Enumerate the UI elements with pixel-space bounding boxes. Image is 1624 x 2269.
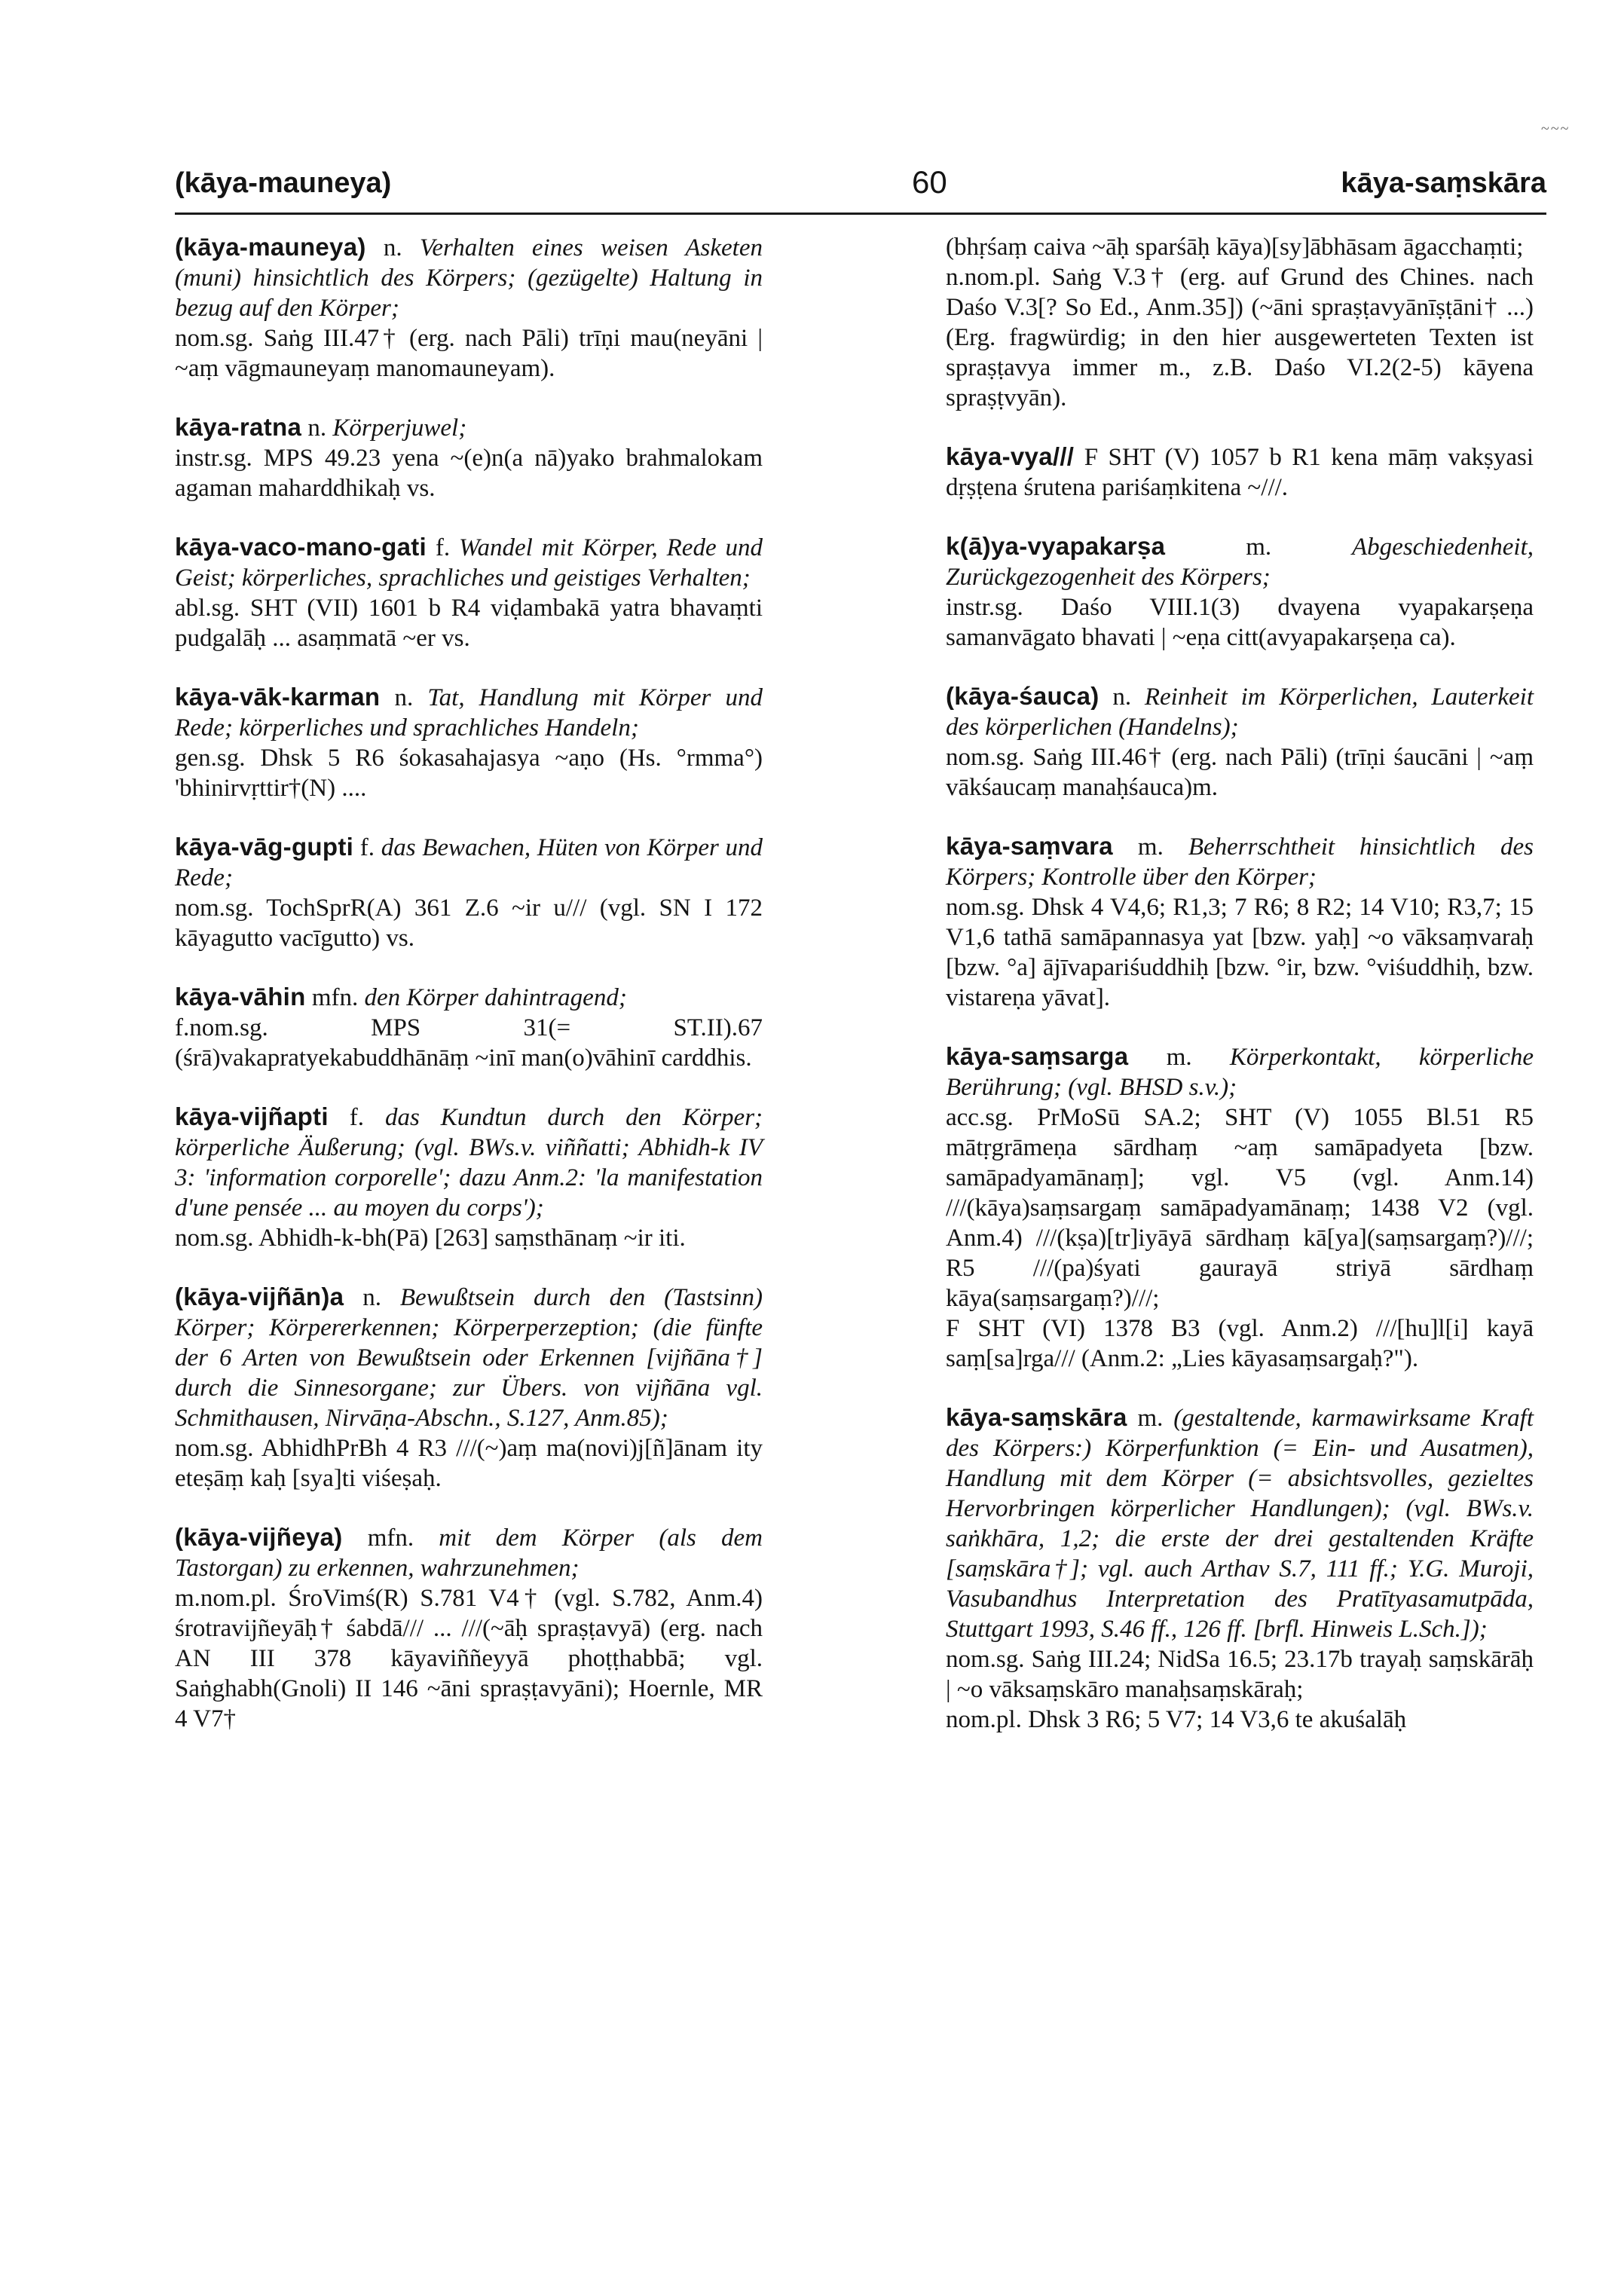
- entry-definition: Reinheit im Körperlichen, Lauterkeit des körperlichen (Handelns);: [946, 683, 1534, 741]
- entry-headline: [175, 832, 763, 893]
- entry-definition: das Kundtun durch den Körper; körperliche Äußerung; (vgl. BWs.v. viññatti; Abhidh-k IV 3: 'information corporelle'; dazu Anm.2: 'la manifestation d'une pensée ... au moyen du corps');: [175, 1104, 763, 1222]
- entry-lemma: (kāya-śauca): [946, 682, 1099, 710]
- entry-definition: Körperkontakt, körperliche Berührung; (vgl. BHSD s.v.);: [946, 1044, 1534, 1101]
- entry-citation: f.nom.sg. MPS 31(= ST.II).67 (śrā)vakapratyekabuddhānāṃ ~inī man(o)vāhinī carddhis.: [175, 1014, 763, 1072]
- entry-citation: F SHT (V) 1057 b R1 kena māṃ vakṣyasi dṛṣṭena śrutena pariśaṃkitena ~///.: [946, 444, 1534, 501]
- entry-definition: Wandel mit Körper, Rede und Geist; körperliches, sprachliches und geistiges Verhalten;: [175, 534, 763, 592]
- entry-headline: [175, 682, 763, 743]
- entry-headline: [175, 1522, 763, 1583]
- dictionary-entry: [175, 532, 763, 653]
- entry-citation: acc.sg. PrMoSū SA.2; SHT (V) 1055 Bl.51 R5 mātṛgrāmeṇa sārdhaṃ ~aṃ samāpadyeta [bzw. samāpadyamānaṃ]; vgl. V5 (vgl. Anm.14) ///(kāya)saṃsargaṃ samāpadyamānaṃ; 1438 V2 (vgl. Anm.4) ///(kṣa)[tr]iyāyā sārdhaṃ kā[ya](saṃsargaṃ?)///; R5 ///(pa)śyati gaurayā striyā sārdhaṃ kāya(saṃsargaṃ?)///;: [946, 1104, 1534, 1312]
- entry-citation: nom.sg. AbhidhPrBh 4 R3 ///(~)aṃ ma(novi)j[ñ]ānam ity eteṣāṃ kaḥ [sya]ti viśeṣaḥ.: [175, 1435, 763, 1492]
- entry-grammar: m.: [1137, 1405, 1164, 1432]
- entry-citation: n.nom.pl. Saṅg V.3† (erg. auf Grund des Chines. nach Daśo V.3[? So Ed., Anm.35]) (~āni spraṣṭavyānīṣṭāni† ...) (Erg. fragwürdig; in den hier ausgewerteten Texten ist spraṣṭavya immer m., z.B. Daśo VI.2(2-5) kāyena spraṣṭvyān).: [946, 264, 1534, 411]
- entry-grammar: m.: [1246, 534, 1272, 561]
- dictionary-entry: [946, 531, 1534, 653]
- entry-citation: nom.sg. Dhsk 4 V4,6; R1,3; 7 R6; 8 R2; 14 V10; R3,7; 15 V1,6 tathā samāpannasya yat [bzw. yaḥ] ~o vāksaṃvaraḥ [bzw. °a] ājīvapariśuddhiḥ [bzw. °ir, bzw. °viśuddhiḥ, bzw. vistareṇa yāvat].: [946, 894, 1534, 1011]
- entry-lemma: kāya-saṃskāra: [946, 1403, 1127, 1431]
- entry-definition: Beherrschtheit hinsichtlich des Körpers; Kontrolle über den Körper;: [946, 833, 1534, 891]
- dictionary-entry: [175, 412, 763, 503]
- entry-grammar: mfn.: [367, 1524, 414, 1552]
- entry-citation: nom.sg. TochSprR(A) 361 Z.6 ~ir u/// (vgl. SN I 172 kāyagutto vacīgutto) vs.: [175, 894, 763, 952]
- entry-citation: instr.sg. Daśo VIII.1(3) dvayena vyapakarṣeṇa samanvāgato bhavati | ~eṇa citt(avyapakarṣeṇa ca).: [946, 594, 1534, 651]
- entry-definition: mit dem Körper (als dem Tastorgan) zu erkennen, wahrzunehmen;: [175, 1524, 763, 1582]
- right-column: [946, 232, 1534, 2244]
- entry-citation: instr.sg. MPS 49.23 yena ~(e)n(a nā)yako brahmalokam agaman maharddhikaḥ vs.: [175, 445, 763, 502]
- entry-grammar: n.: [383, 234, 402, 261]
- entry-grammar: m.: [1137, 833, 1164, 861]
- entry-grammar: n.: [307, 414, 327, 442]
- entry-headline: [175, 982, 763, 1013]
- entry-headline: [946, 1402, 1534, 1644]
- entry-headline: [946, 531, 1534, 592]
- dictionary-entry: [175, 1282, 763, 1494]
- entry-definition: Bewußtsein durch den (Tastsinn) Körper; Körpererkennen; Körperperzeption; (die fünfte der 6 Arten von Bewußtsein oder Erkennen [vijñāna†] durch die Sinnesorgane; zur Übers. von vijñāna vgl. Schmithausen, Nirvāṇa-Abschn., S.127, Anm.85);: [175, 1284, 763, 1432]
- entry-headline: [946, 1041, 1534, 1102]
- dictionary-entry: [946, 831, 1534, 1013]
- entry-lemma: kāya-vya///: [946, 442, 1075, 470]
- entry-headline: [175, 1102, 763, 1223]
- entry-grammar: f.: [359, 834, 375, 861]
- entry-headline: [175, 232, 763, 323]
- entry-lemma: k(ā)ya-vyapakarṣa: [946, 532, 1166, 560]
- entry-citation: F SHT (VI) 1378 B3 (vgl. Anm.2) ///[hu]l[i] kayā saṃ[sa]rga/// (Anm.2: „Lies kāyasaṃsargaḥ?").: [946, 1315, 1534, 1372]
- entry-citation: nom.sg. Saṅg III.46† (erg. nach Pāli) (trīṇi śaucāni | ~aṃ vākśaucaṃ manaḥśauca)m.: [946, 744, 1534, 801]
- entry-citation: nom.sg. Saṅg III.24; NidSa 16.5; 23.17b trayaḥ saṃskārāḥ | ~o vāksaṃskāro manaḥsaṃskāraḥ;: [946, 1646, 1534, 1703]
- entry-headline: [175, 1282, 763, 1433]
- dictionary-entry: [175, 982, 763, 1073]
- entry-definition: den Körper dahintragend;: [364, 984, 627, 1011]
- dictionary-entry: [946, 1402, 1534, 1735]
- entry-grammar: n.: [394, 684, 414, 711]
- left-column: [175, 232, 763, 2244]
- entry-lemma: kāya-vaco-mano-gati: [175, 533, 427, 561]
- entry-grammar: f.: [349, 1104, 365, 1131]
- entry-citation: nom.sg. Abhidh-k-bh(Pā) [263] saṃsthānaṃ ~ir iti.: [175, 1225, 686, 1252]
- entry-lemma: kāya-vāg-gupti: [175, 833, 354, 861]
- scan-corner-mark: ~~~: [1541, 121, 1570, 137]
- entry-grammar: mfn.: [311, 984, 359, 1011]
- entry-lemma: kāya-vāhin: [175, 983, 306, 1011]
- entry-headline: [946, 831, 1534, 892]
- entry-lemma: kāya-saṃvara: [946, 832, 1113, 860]
- dictionary-entry: [175, 832, 763, 953]
- header-first-lemma: (kāya-mauneya): [175, 167, 392, 199]
- dictionary-entry: [175, 1522, 763, 1734]
- entry-lemma: kāya-saṃsarga: [946, 1042, 1129, 1070]
- entry-grammar: n.: [1112, 683, 1132, 711]
- entry-lemma: (kāya-vijñeya): [175, 1523, 343, 1551]
- entry-lemma: kāya-vāk-karman: [175, 683, 381, 711]
- entry-citation: abl.sg. SHT (VII) 1601 b R4 viḍambakā yatra bhavaṃti pudgalāḥ ... asaṃmatā ~er vs.: [175, 595, 763, 652]
- dictionary-entry: [946, 681, 1534, 803]
- entry-grammar: m.: [1166, 1044, 1192, 1071]
- entry-headline: [175, 412, 763, 443]
- entry-definition: Körperjuwel;: [332, 414, 467, 442]
- entry-definition: Verhalten eines weisen Asketen (muni) hinsichtlich des Körpers; (gezügelte) Haltung in bezug auf den Körper;: [175, 234, 763, 322]
- entry-definition: (gestaltende, karmawirksame Kraft des Körpers:) Körperfunktion (= Ein- und Ausatmen), Handlung mit dem Körper (= absichtsvolles, gezieltes Hervorbringen körperlicher Handlungen); (vgl. BWs.v. saṅkhāra, 1,2; die erste der drei gestaltenden Kräfte [saṃskāra†]; vgl. auch Arthav S.7, 111 ff.; Y.G. Muroji, Vasubandhus Interpretation des Pratītyasamutpāda, Stuttgart 1993, S.46 ff., 126 ff. [brfl. Hinweis L.Sch.]);: [946, 1405, 1534, 1643]
- dictionary-entry: [946, 442, 1534, 503]
- dictionary-entry: [175, 1102, 763, 1253]
- entry-headline: [946, 442, 1534, 503]
- entry-headline: [175, 532, 763, 593]
- entry-lemma: (kāya-mauneya): [175, 233, 366, 261]
- running-header: [175, 160, 1546, 213]
- entry-definition: Tat, Handlung mit Körper und Rede; körperliches und sprachliches Handeln;: [175, 684, 763, 742]
- dictionary-entry: [946, 232, 1534, 413]
- page-number: 60: [912, 164, 947, 200]
- entry-citation: nom.sg. Saṅg III.47† (erg. nach Pāli) trīṇi mau(neyāni | ~aṃ vāgmauneyaṃ manomauneyam).: [175, 325, 763, 382]
- dictionary-entry: [175, 682, 763, 803]
- entry-lemma: (kāya-vijñān)a: [175, 1283, 344, 1310]
- dictionary-entry: [946, 1041, 1534, 1374]
- entry-grammar: f.: [435, 534, 451, 561]
- entry-grammar: n.: [362, 1284, 381, 1311]
- entry-lemma: kāya-vijñapti: [175, 1102, 329, 1130]
- entry-definition: Abgeschiedenheit, Zurückgezogenheit des Körpers;: [946, 534, 1534, 591]
- entry-citation: gen.sg. Dhsk 5 R6 śokasahajasya ~aṇo (Hs. °rmma°) 'bhinirvṛttir†(N) ....: [175, 745, 763, 802]
- entry-headline: [946, 681, 1534, 742]
- header-last-lemma: kāya-saṃskāra: [1341, 167, 1546, 199]
- entry-citation: nom.pl. Dhsk 3 R6; 5 V7; 14 V3,6 te akuśalāḥ: [946, 1706, 1407, 1733]
- entry-lemma: kāya-ratna: [175, 413, 302, 441]
- entry-definition: das Bewachen, Hüten von Körper und Rede;: [175, 834, 763, 891]
- header-rule: [175, 213, 1546, 215]
- entry-citation: (bhṛśaṃ caiva ~āḥ sparśāḥ kāya)[sy]ābhāsam āgacchaṃti;: [946, 234, 1524, 261]
- entry-citation: m.nom.pl. ŚroVimś(R) S.781 V4† (vgl. S.782, Anm.4) śrotravijñeyāḥ† śabdā/// ... ///(~āḥ spraṣṭavyā) (erg. nach AN III 378 kāyaviññeyyā phoṭṭhabbā; vgl. Saṅghabh(Gnoli) II 146 ~āni spraṣṭavyāni); Hoernle, MR 4 V7†: [175, 1585, 763, 1732]
- dictionary-entry: [175, 232, 763, 384]
